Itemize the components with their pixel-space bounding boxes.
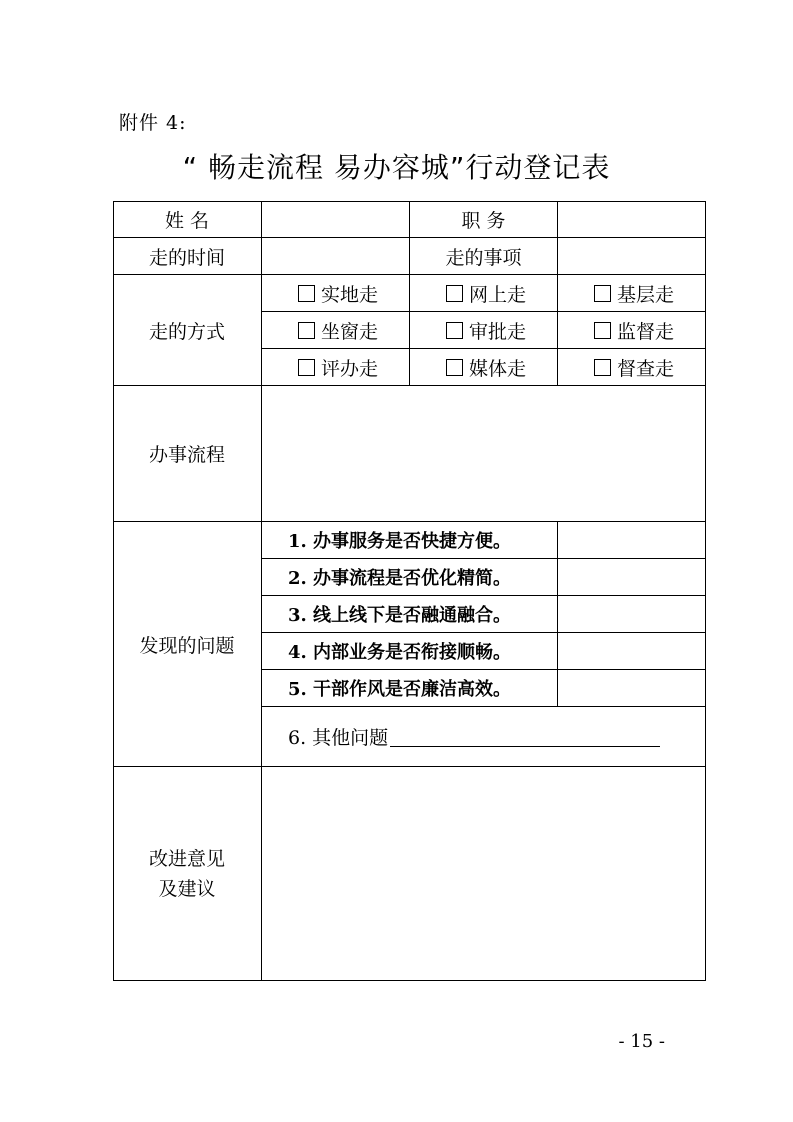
- answer-field[interactable]: [558, 670, 706, 707]
- position-label: 职 务: [410, 201, 558, 238]
- walk-item-field[interactable]: [558, 238, 706, 275]
- form-title: “ 畅走流程 易办容城”行动登记表: [182, 151, 611, 184]
- method-label: 网上走: [469, 283, 527, 306]
- method-option[interactable]: [558, 275, 706, 312]
- method-label: 评办走: [321, 357, 379, 380]
- walk-time-label: 走的时间: [113, 238, 262, 275]
- method-label: 监督走: [617, 320, 675, 343]
- checkbox-icon[interactable]: [446, 285, 463, 302]
- walk-method-label: 走的方式: [113, 275, 262, 386]
- question-item: 2. 办事流程是否优化精简。: [262, 559, 558, 596]
- suggestions-label: [113, 767, 262, 981]
- method-option[interactable]: [410, 312, 558, 349]
- checkbox-icon[interactable]: [446, 322, 463, 339]
- other-issue-label: 6. 其他问题: [288, 727, 389, 749]
- checkbox-icon[interactable]: [594, 359, 611, 376]
- name-field[interactable]: [262, 201, 410, 238]
- suggestions-label-line1: 改进意见: [148, 847, 225, 870]
- attachment-label: 附件 4:: [119, 112, 187, 134]
- method-option[interactable]: [262, 275, 410, 312]
- question-item: 1. 办事服务是否快捷方便。: [262, 522, 558, 559]
- method-option[interactable]: [558, 349, 706, 386]
- method-option[interactable]: [262, 312, 410, 349]
- checkbox-icon[interactable]: [298, 322, 315, 339]
- checkbox-icon[interactable]: [594, 285, 611, 302]
- answer-field[interactable]: [558, 559, 706, 596]
- answer-field[interactable]: [558, 633, 706, 670]
- position-field[interactable]: [558, 201, 706, 238]
- method-label: 基层走: [617, 283, 675, 306]
- name-label: 姓 名: [113, 201, 262, 238]
- checkbox-icon[interactable]: [594, 322, 611, 339]
- suggestions-label-line2: 及建议: [158, 877, 216, 900]
- method-label: 媒体走: [469, 357, 527, 380]
- method-label: 坐窗走: [321, 320, 379, 343]
- question-item: 4. 内部业务是否衔接顺畅。: [262, 633, 558, 670]
- checkbox-icon[interactable]: [446, 359, 463, 376]
- method-option[interactable]: [410, 349, 558, 386]
- issues-label: 发现的问题: [113, 522, 262, 767]
- process-label: 办事流程: [113, 386, 262, 522]
- question-item: 3. 线上线下是否融通融合。: [262, 596, 558, 633]
- method-option[interactable]: [262, 349, 410, 386]
- walk-time-field[interactable]: [262, 238, 410, 275]
- other-issue-input[interactable]: [390, 726, 660, 747]
- method-option[interactable]: [558, 312, 706, 349]
- method-label: 实地走: [321, 283, 379, 306]
- method-label: 督查走: [617, 357, 675, 380]
- page-number: - 15 -: [618, 1031, 665, 1052]
- other-issue-row: [262, 707, 706, 767]
- question-item: 5. 干部作风是否廉洁高效。: [262, 670, 558, 707]
- suggestions-field[interactable]: [262, 767, 706, 981]
- answer-field[interactable]: [558, 596, 706, 633]
- method-option[interactable]: [410, 275, 558, 312]
- checkbox-icon[interactable]: [298, 359, 315, 376]
- answer-field[interactable]: [558, 522, 706, 559]
- process-field[interactable]: [262, 386, 706, 522]
- walk-item-label: 走的事项: [410, 238, 558, 275]
- checkbox-icon[interactable]: [298, 285, 315, 302]
- method-label: 审批走: [469, 320, 527, 343]
- registration-table: [113, 201, 706, 981]
